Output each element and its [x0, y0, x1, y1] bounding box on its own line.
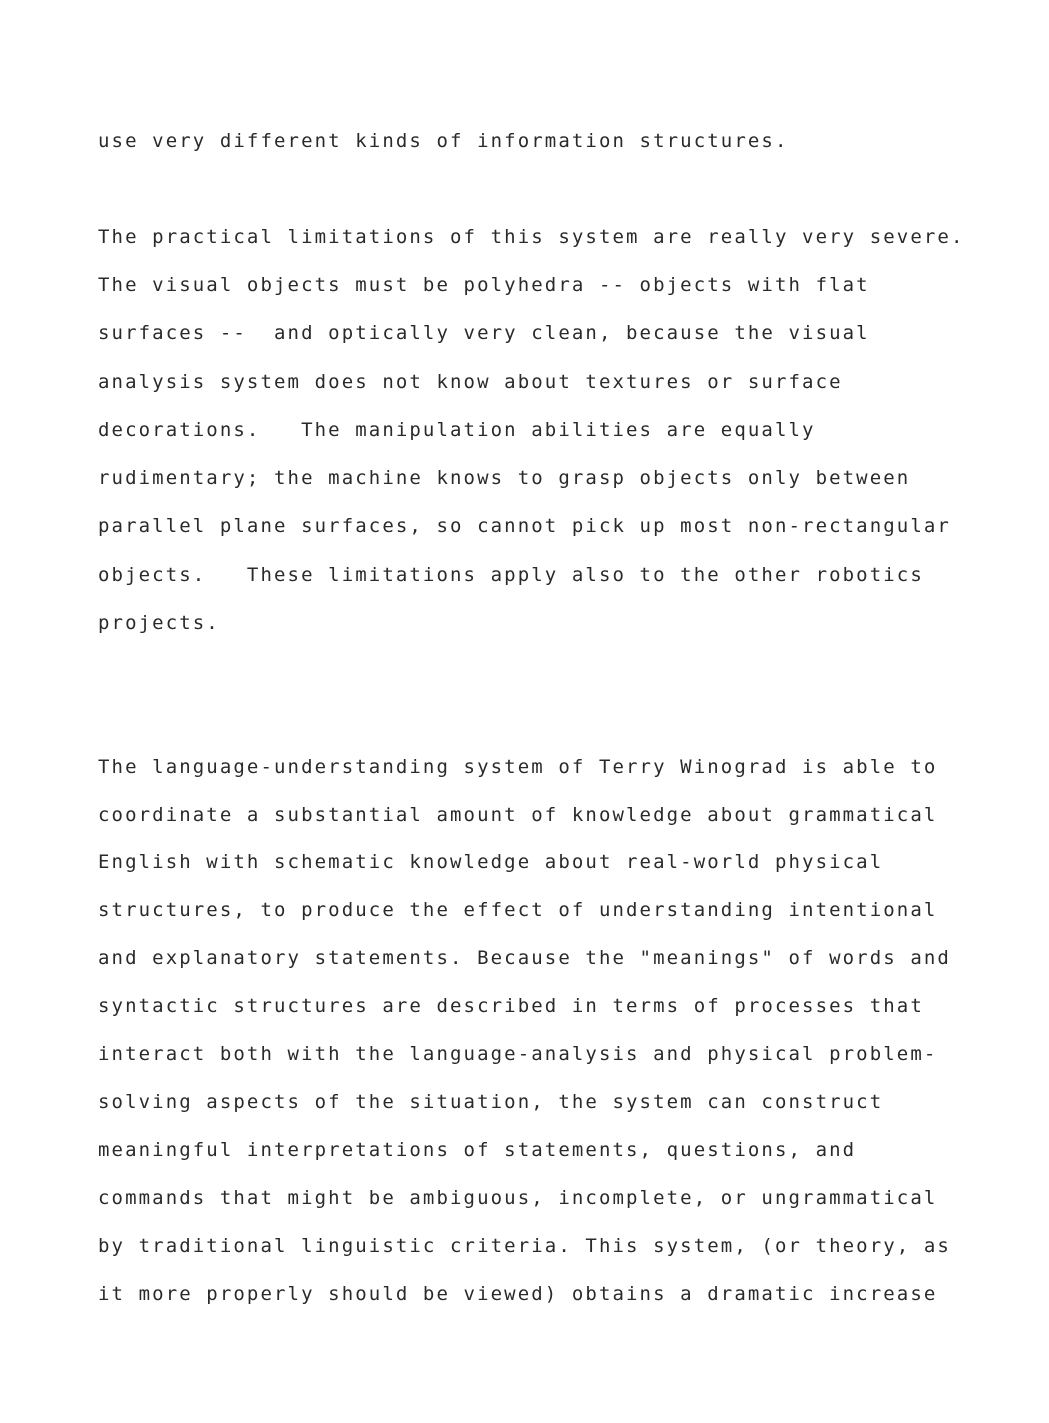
text-line: The practical limitations of this system are really very severe. [98, 226, 965, 248]
text-line: analysis system does not know about textures or surface [98, 371, 843, 393]
text-line: use very different kinds of information structures. [98, 130, 789, 152]
text-line: interact both with the language-analysis and physical problem- [98, 1043, 938, 1065]
text-line: and explanatory statements. Because the "meanings" of words and [98, 947, 951, 969]
text-line: coordinate a substantial amount of knowledge about grammatical [98, 804, 938, 826]
text-line: it more properly should be viewed) obtains a dramatic increase [98, 1283, 938, 1305]
text-line: structures, to produce the effect of understanding intentional [98, 899, 938, 921]
text-line: projects. [98, 612, 220, 634]
text-line: surfaces -- and optically very clean, because the visual [98, 322, 870, 344]
text-line: decorations. The manipulation abilities are equally [98, 419, 816, 441]
text-line: parallel plane surfaces, so cannot pick up most non-rectangular [98, 515, 951, 537]
text-line: English with schematic knowledge about real-world physical [98, 851, 884, 873]
text-line: syntactic structures are described in terms of processes that [98, 995, 924, 1017]
text-line: rudimentary; the machine knows to grasp objects only between [98, 467, 911, 489]
text-line: objects. These limitations apply also to the other robotics [98, 564, 924, 586]
text-line: meaningful interpretations of statements, questions, and [98, 1139, 857, 1161]
text-line: solving aspects of the situation, the system can construct [98, 1091, 884, 1113]
text-line: by traditional linguistic criteria. This system, (or theory, as [98, 1235, 951, 1257]
text-line: The language-understanding system of Terry Winograd is able to [98, 756, 938, 778]
text-line: commands that might be ambiguous, incomplete, or ungrammatical [98, 1187, 938, 1209]
text-line: The visual objects must be polyhedra -- objects with flat [98, 274, 870, 296]
